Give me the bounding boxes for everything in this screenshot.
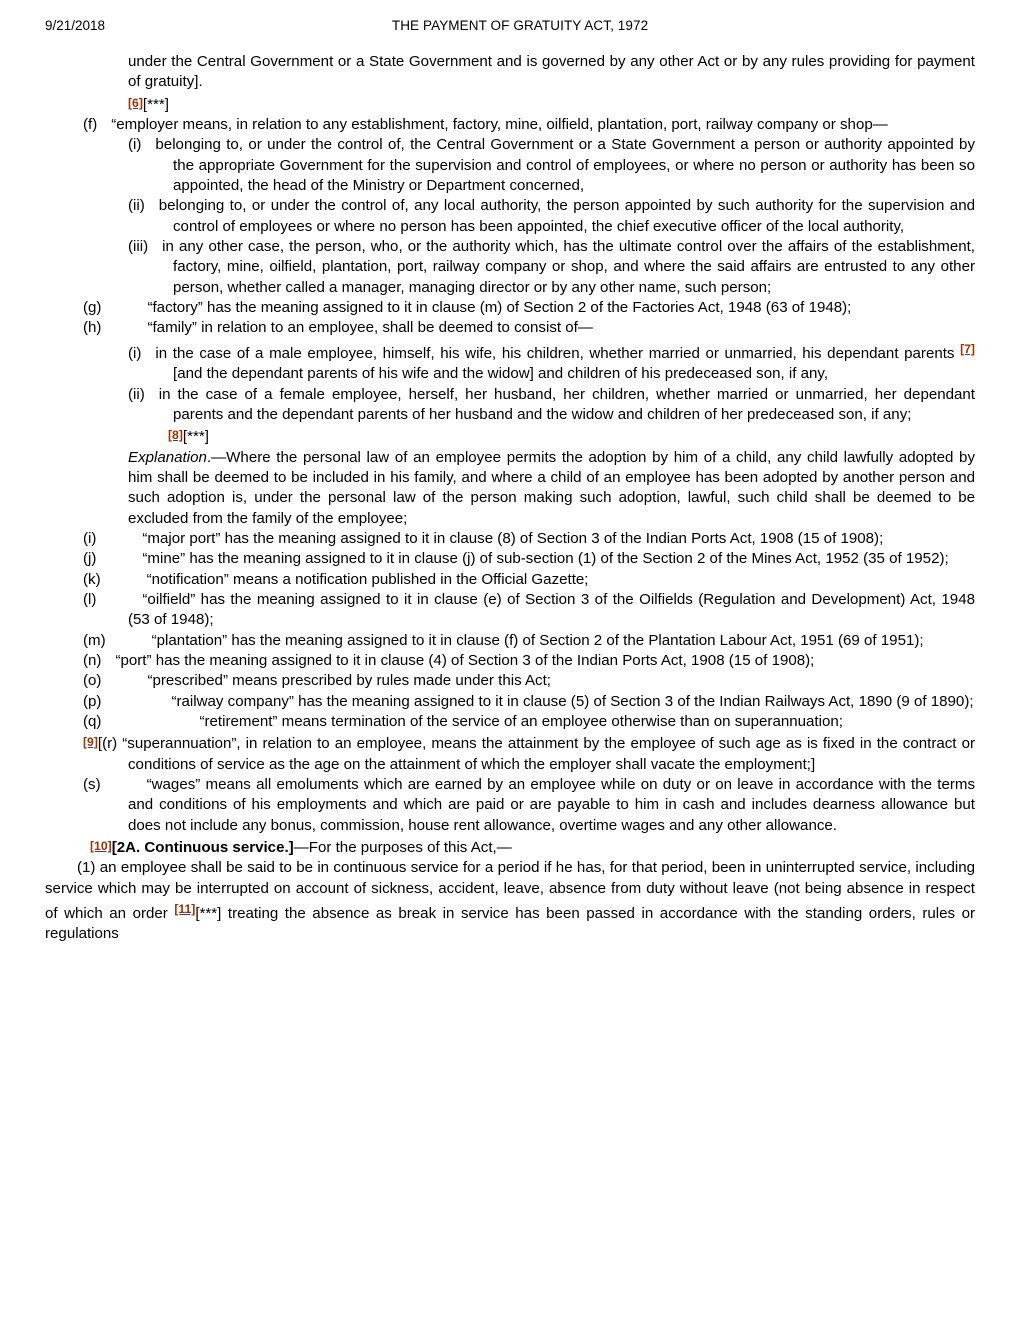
clause-j-label: (j): [83, 550, 97, 568]
clause-j-text: “mine” has the meaning assigned to it in clause (j) of sub-section (1) of the Section 2 of the Mines Act, 1952 (35 of 1952);: [142, 550, 949, 568]
clause-j: [83, 549, 975, 569]
clause-f-text: “employer means, in relation to any establishment, factory, mine, oilfield, plantation, port, railway company or shop—: [111, 116, 888, 134]
document-body: [45, 52, 975, 945]
clause-n-label: (n): [83, 651, 102, 669]
clause-l-label: (l): [83, 590, 97, 608]
clause-h-ii: [128, 385, 975, 426]
clause-m-text: “plantation” has the meaning assigned to it in clause (f) of Section 2 of the Plantation Labour Act, 1951 (69 of 1951);: [151, 631, 924, 649]
footnote-ref-11[interactable]: [11]: [174, 902, 196, 917]
clause-i-label: (i): [83, 529, 97, 547]
paragraph-clause-e-continuation: under the Central Government or a State Government and is governed by any other Act or by any rules providing for payment of gratuity].: [128, 53, 975, 91]
clause-l-text: “oilfield” has the meaning assigned to it in clause (e) of Section 3 of the Oilfields (Regulation and Development) Act, 1948 (53 of 1948);: [128, 590, 975, 629]
page-running-header: [45, 18, 975, 40]
clause-h-i-text-part2: [and the dependant parents of his wife and the widow] and children of his predeceased son, if any,: [173, 365, 829, 383]
clause-n: [83, 651, 975, 671]
clause-m: [83, 631, 975, 651]
clause-n-text: “port” has the meaning assigned to it in clause (4) of Section 3 of the Indian Ports Act, 1908 (15 of 1908);: [115, 651, 815, 669]
clause-f-i: [128, 135, 975, 196]
clause-f-label: (f): [83, 116, 98, 134]
section-2a-line: [90, 836, 975, 858]
clause-k-label: (k): [83, 570, 101, 588]
clause-f-ii-text: belonging to, or under the control of, any local authority, the person appointed by such authority for the supervision and control of employees or where no person has been appointed, the chief executive officer of the local authority,: [158, 197, 975, 235]
clause-s: [83, 775, 975, 836]
clause-f-iii-text: in any other case, the person, who, or the authority which, has the ultimate control over the affairs of the establishment, factory, mine, oilfield, plantation, port, railway company or shop, and where the said affairs are entrusted to any other person, whether called a manager, managing director or by any other name, such person;: [162, 238, 975, 296]
clause-q: [83, 712, 975, 732]
footnote-8-line: [168, 425, 975, 447]
clause-h-i-text-part1: in the case of a male employee, himself, his wife, his children, whether married or unmarried, his dependant parents: [155, 344, 961, 362]
footnote-6-line: [128, 93, 975, 115]
clause-g-text: “factory” has the meaning assigned to it in clause (m) of Section 2 of the Factories Act, 1948 (63 of 1948);: [147, 299, 852, 317]
clause-m-label: (m): [83, 631, 106, 649]
clause-k: [83, 570, 975, 590]
clause-f-iii: [128, 237, 975, 298]
clause-p: [83, 692, 975, 712]
clause-h: [83, 318, 975, 338]
page-title: THE PAYMENT OF GRATUITY ACT, 1972: [391, 18, 649, 33]
clause-g-label: (g): [83, 299, 102, 317]
section-2a-heading: [2A. Continuous service.]: [111, 839, 294, 857]
clause-h-ii-label: (ii): [128, 385, 145, 403]
clause-f-ii-label: (ii): [128, 197, 145, 215]
subsection-1-text-part1: (1) an employee shall be said to be in continuous service for a period if he has, for that period, been in uninterrupted service, including service which may be interrupted on account of sickness, accident, leave, absence from duty without leave (not being absence in respect of which an order: [45, 859, 975, 923]
clause-f: [83, 115, 975, 135]
clause-f-i-text: belonging to, or under the control of, the Central Government or a State Government a person or authority appointed by the appropriate Government for the supervision and control of employees, or where no person or authority has been so appointed, the head of the Ministry or Department concerned,: [155, 136, 975, 195]
clause-p-text: “railway company” has the meaning assigned to it in clause (5) of Section 3 of the Indian Railways Act, 1890 (9 of 1890);: [171, 692, 974, 710]
clause-i: [83, 529, 975, 549]
header-date: 9/21/2018: [45, 18, 106, 33]
clause-p-label: (p): [83, 692, 102, 710]
clause-l: [83, 590, 975, 631]
footnote-ref-6[interactable]: [6]: [128, 95, 143, 110]
clause-f-iii-label: (iii): [128, 238, 149, 256]
clause-h-label: (h): [83, 319, 102, 337]
clause-h-i: [128, 339, 975, 385]
clause-h-ii-text: in the case of a female employee, herself, her husband, her children, whether married or unmarried, her dependant parents and the dependant parents of her husband and the widow and children of her predeceased son, if any;: [158, 385, 975, 423]
clause-f-i-label: (i): [128, 136, 142, 154]
footnote-ref-7[interactable]: [7]: [960, 341, 975, 356]
clause-k-text: “notification” means a notification published in the Official Gazette;: [146, 570, 589, 588]
clause-q-label: (q): [83, 713, 102, 730]
clause-i-text: “major port” has the meaning assigned to it in clause (8) of Section 3 of the Indian Ports Act, 1908 (15 of 1908);: [142, 529, 884, 547]
footnote-ref-10[interactable]: [10]: [90, 839, 112, 854]
clause-o-text: “prescribed” means prescribed by rules made under this Act;: [147, 672, 551, 690]
explanation-text: .—Where the personal law of an employee permits the adoption by him of a child, any child lawfully adopted by him shall be deemed to be included in his family, and where a child of an employee has been adopted by another person and such adoption is, under the personal law of the person making such adoption, lawful, such child shall be deemed to be excluded from the family of the employee;: [128, 448, 975, 527]
clause-r-text: [(r) “superannuation”, in relation to an employee, means the attainment by the employee of such age as is fixed in the contract or conditions of service as the age on the attainment of which the employer shall vacate the employment;]: [97, 735, 975, 773]
clause-o: [83, 671, 975, 691]
clause-f-ii: [128, 196, 975, 237]
footnote-ref-9[interactable]: [9]: [83, 735, 98, 750]
explanation-paragraph: [128, 448, 975, 529]
explanation-label: Explanation: [128, 448, 207, 466]
clause-s-text: “wages” means all emoluments which are earned by an employee while on duty or on leave in accordance with the terms and conditions of his employments and which are paid or are payable to him in cash and includes dearness allowance but does not include any bonus, commission, house rent allowance, overtime wages and any other allowance.: [128, 776, 975, 834]
clause-r: [83, 732, 975, 775]
clause-o-label: (o): [83, 672, 102, 690]
clause-q-text: “retirement” means termination of the service of an employee otherwise than on superannuation;: [199, 713, 843, 730]
subsection-1-text-part2: [***] treating the absence as break in service has been passed in accordance with the standing orders, rules or regulations: [45, 905, 975, 943]
clause-s-label: (s): [83, 776, 101, 794]
subsection-1-paragraph: [45, 858, 975, 944]
footnote-8-omission: [***]: [182, 428, 209, 446]
section-2a-text: —For the purposes of this Act,—: [293, 839, 512, 857]
clause-g: [83, 298, 975, 318]
clause-h-text: “family” in relation to an employee, shall be deemed to consist of—: [147, 319, 593, 337]
clause-h-i-label: (i): [128, 344, 142, 362]
footnote-6-omission: [***]: [142, 95, 169, 113]
footnote-ref-8[interactable]: [8]: [168, 428, 183, 443]
